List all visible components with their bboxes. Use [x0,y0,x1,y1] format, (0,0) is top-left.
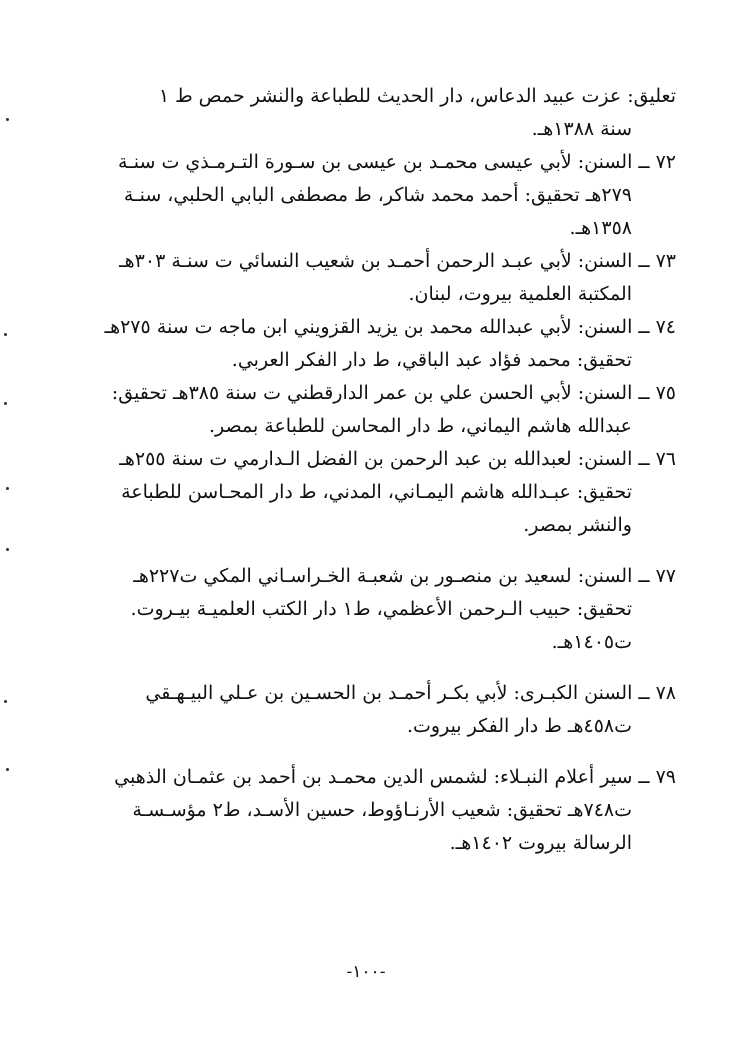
margin-speck [6,118,9,121]
spacer [128,743,676,761]
text-line: المكتبة العلمية بيروت، لبنان. [408,283,632,305]
text-line: ٧٨ ــ السنن الكبـرى: لأبي بكـر أحمـد بن الحسـين بن عـلي البيـهـقي [145,682,676,704]
margin-speck [6,548,9,551]
margin-speck [6,768,9,771]
entry-continuation [128,80,676,146]
text-line: ١٣٥٨هـ. [569,217,632,239]
margin-speck [4,402,7,405]
text-line: سنة ١٣٨٨هـ. [531,118,632,140]
text-line: ت١٤٠٥هـ. [551,631,632,653]
reference-list [104,80,676,860]
margin-speck [4,700,7,703]
entry-74 [104,311,676,377]
entry-75 [111,377,676,443]
text-line: ٧٢ ــ السنن: لأبي عيسى محمـد بن عيسى بن سـورة التـرمـذي ت سنـة [118,151,676,173]
text-line: والنشر بمصر. [523,514,632,536]
entry-73 [119,245,676,311]
text-line: الرسالة بيروت ١٤٠٢هـ. [449,832,632,854]
entry-79 [114,761,676,860]
entry-76 [119,443,676,542]
text-line: ٢٧٩هـ تحقيق: أحمد محمد شاكر، ط مصطفى البابي الحلبي، سنـة [123,184,632,206]
entry-72 [118,146,676,245]
page-number: -١٠٠- [346,962,386,982]
text-line: ٧٤ ــ السنن: لأبي عبدالله محمد بن يزيد القزويني ابن ماجه ت سنة ٢٧٥هـ [104,316,676,338]
text-line: ٧٦ ــ السنن: لعبدالله بن عبد الرحمن بن الفضل الـدارمي ت سنة ٢٥٥هـ [119,448,676,470]
entry-78 [128,677,676,743]
entry-77 [128,560,676,659]
text-line: ٧٣ ــ السنن: لأبي عبـد الرحمن أحمـد بن شعيب النسائي ت سنـة ٣٠٣هـ [119,250,676,272]
margin-speck [4,333,7,336]
spacer [128,659,676,677]
text-line: ٧٥ ــ السنن: لأبي الحسن علي بن عمر الدارقطني ت سنة ٣٨٥هـ تحقيق: [111,382,676,404]
text-line: عبدالله هاشم اليماني، ط دار المحاسن للطباعة بمصر. [208,415,632,437]
text-line: تحقيق: عبـدالله هاشم اليمـاني، المدني، ط دار المحـاسن للطباعة [121,481,632,503]
spacer [128,542,676,560]
text-line: ٧٧ ــ السنن: لسعيد بن منصـور بن شعبـة الخـراسـاني المكي ت٢٢٧هـ [133,565,676,587]
text-line: تحقيق: محمد فؤاد عبد الباقي، ط دار الفكر العربي. [231,349,632,371]
text-line: ٧٩ ــ سير أعلام النبـلاء: لشمس الدين محمـد بن أحمد بن عثمـان الذهبي [114,766,676,788]
text-line: ت٤٥٨هـ ط دار الفكر بيروت. [406,715,632,737]
margin-speck [6,487,9,490]
text-line: ت٧٤٨هـ تحقيق: شعيب الأرنـاؤوط، حسين الأسـد، ط٢ مؤسـسـة [132,799,632,821]
text-line: تعليق: عزت عبيد الدعاس، دار الحديث للطباعة والنشر حمص ط ١ [158,85,676,107]
text-line: تحقيق: حبيب الـرحمن الأعظمي، ط١ دار الكتب العلميـة بيـروت. [130,598,632,620]
